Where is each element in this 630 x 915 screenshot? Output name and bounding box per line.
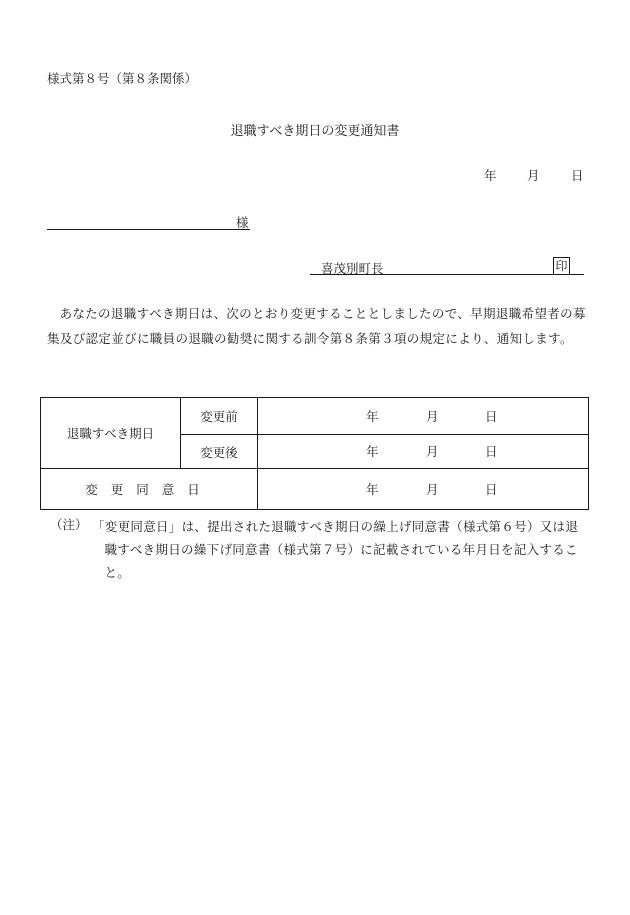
consent-month-label: 月 [426,481,439,497]
date-change-table [40,397,589,510]
table-row [41,469,589,510]
note-label: （注） [50,517,88,532]
after-year-label: 年 [366,444,379,459]
document-title: 退職すべき期日の変更通知書 [230,124,400,139]
before-day-label: 日 [485,408,498,424]
notice-paragraph: あなたの退職すべき期日は、次のとおり変更することとしましたので、早期退職希望者の募集及び認定並びに職員の退職の勧奨に関する訓令第８条第３項の規定により、通知します。 [47,306,586,346]
sender-title: 喜茂別町長 [321,261,384,276]
form-number: 様式第８号（第８条関係） [47,71,198,86]
after-change-label: 変更後 [181,435,258,469]
seal-mark: 印 [553,257,570,275]
date-year-label: 年 [484,168,497,183]
before-year-label: 年 [366,408,379,424]
after-change-date [258,435,589,469]
notice-body [47,301,587,351]
before-change-date [258,398,589,435]
consent-date [258,469,589,510]
after-month-label: 月 [426,444,439,459]
date-day-label: 日 [571,168,584,183]
date-month-label: 月 [527,168,540,183]
after-day-label: 日 [485,444,498,459]
addressee-name-line [47,229,250,230]
note-text [92,515,587,584]
note-paragraph: 「変更同意日」は、提出された退職すべき期日の繰上げ同意書（様式第６号）又は退職すべき期日の繰下げ同意書（様式第７号）に記載されている年月日を記入すること。 [92,519,579,580]
addressee-honorific: 様 [236,215,249,230]
before-change-label: 変更前 [181,398,258,435]
before-month-label: 月 [426,408,439,424]
consent-date-label: 変更同意日 [41,469,258,510]
table-row [41,398,589,435]
consent-day-label: 日 [485,481,498,497]
sender-signature-line [310,274,584,275]
consent-year-label: 年 [366,481,379,497]
retirement-date-group-label: 退職すべき期日 [41,398,181,469]
